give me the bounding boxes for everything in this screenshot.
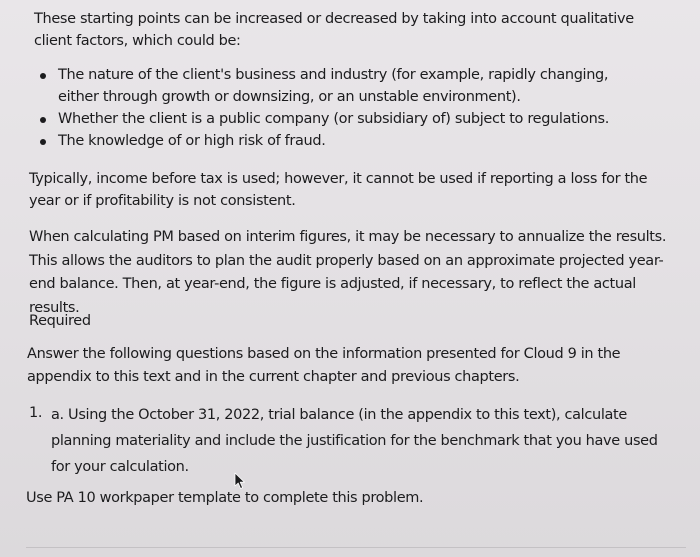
divider	[26, 547, 686, 548]
list-item: Whether the client is a public company (or subsidiary of) subject to regulations.	[36, 108, 646, 130]
question-text: a. Using the October 31, 2022, trial balance (in the appendix to this text), calculate planning materiality and include the justification for the benchmark that you have used for your calculation.	[51, 407, 658, 475]
qualitative-factors-list	[36, 64, 646, 152]
instructions-paragraph: Answer the following questions based on the information presented for Cloud 9 in the appendix to this text and in the current chapter and previous chapters.	[27, 346, 621, 385]
question-1	[29, 402, 677, 480]
list-item: The nature of the client's business and industry (for example, rapidly changing, either through growth or downsizing, or an unstable environment).	[36, 64, 646, 108]
list-item: The knowledge of or high risk of fraud.	[36, 130, 646, 152]
required-heading: Required	[29, 313, 91, 329]
question-number: 1.	[29, 405, 43, 421]
intro-paragraph: These starting points can be increased or decreased by taking into account qualitative client factors, which could be:	[34, 11, 634, 49]
typically-paragraph: Typically, income before tax is used; however, it cannot be used if reporting a loss for the year or if profitability is not consistent.	[29, 171, 648, 209]
interim-paragraph: When calculating PM based on interim figures, it may be necessary to annualize the results. This allows the auditors to plan the audit properly based on an approximate projected year-end balance. Then, at year-end, the figure is adjusted, if necessary, to reflect the actual results.	[29, 229, 667, 316]
template-note: Use PA 10 workpaper template to complete this problem.	[26, 490, 424, 506]
